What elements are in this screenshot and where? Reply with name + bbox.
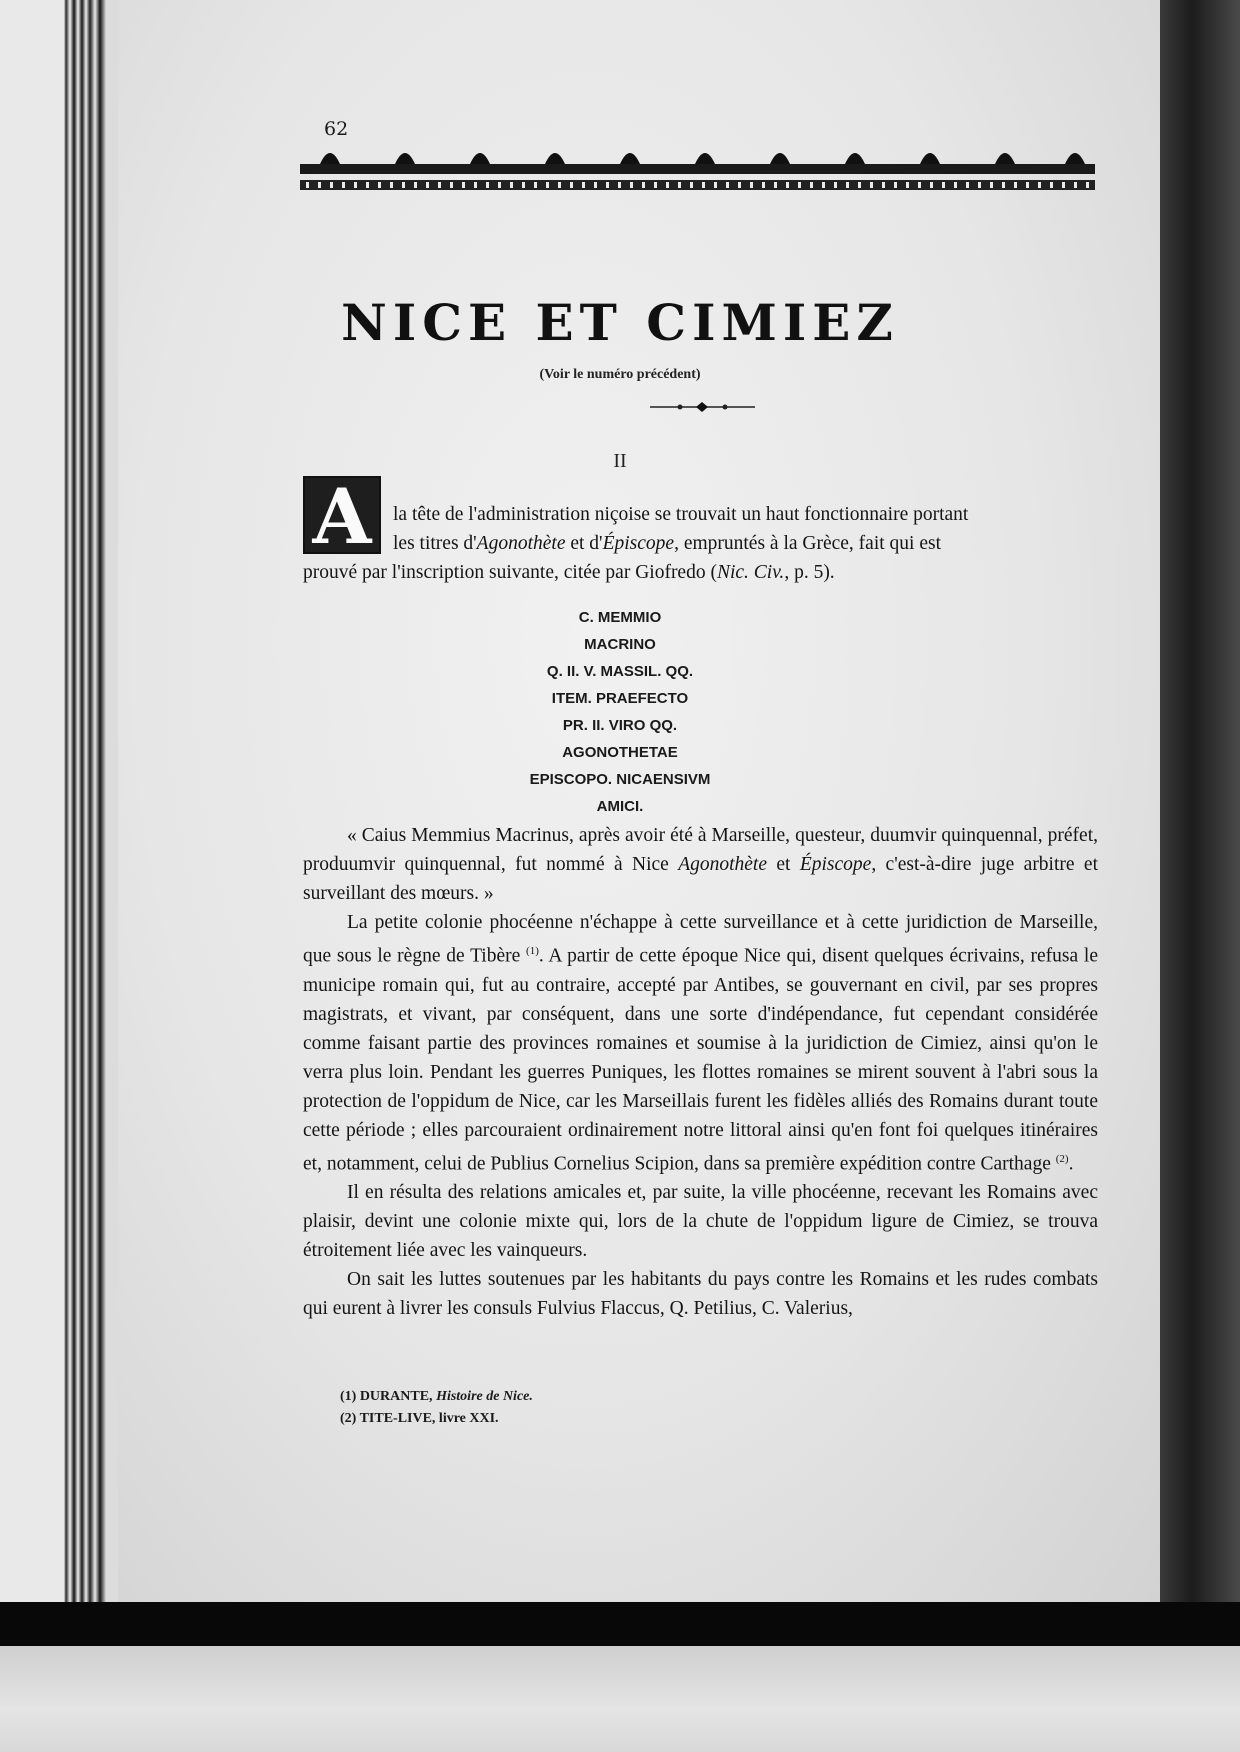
intro-line-2c: et d' <box>565 533 603 554</box>
para2-text-end: . <box>1068 1153 1074 1174</box>
intro-line-3a: prouvé par l'inscription suivante, citée par Giofredo ( <box>303 562 717 583</box>
para1-italic-agonothete: Agonothète <box>678 854 767 875</box>
footnote-ref-2: (2) <box>1055 1152 1069 1165</box>
para1-italic-episcope: Épiscope <box>799 854 872 875</box>
intro-paragraph <box>303 500 1098 587</box>
article-subtitle: (Voir le numéro précédent) <box>539 367 701 382</box>
inscription-line: EPISCOPO. NICAENSIVM <box>529 771 711 788</box>
inscription-line: MACRINO <box>584 636 656 653</box>
page-number: 62 <box>324 118 349 140</box>
footnote-1-title: Histoire de Nice. <box>436 1389 533 1404</box>
intro-line-2d: Épiscope <box>602 533 675 554</box>
drop-cap-letter: A <box>303 476 381 554</box>
ornamental-header-band <box>300 144 1095 202</box>
para1-text-end: , c'est-à-dire juge arbitre et surveillant des mœurs. » <box>303 854 1098 904</box>
footnote-1 <box>340 1386 1040 1408</box>
section-divider-ornament <box>650 400 755 414</box>
intro-line-2a: les titres d' <box>393 533 477 554</box>
body-paragraph-2 <box>303 908 1098 1178</box>
book-binding-edge <box>0 0 118 1752</box>
intro-line-2b: Agonothète <box>476 533 566 554</box>
para1-text-and: et <box>767 854 800 875</box>
intro-line-3c: , p. 5). <box>784 562 835 583</box>
inscription-line: AMICI. <box>596 798 644 815</box>
intro-line-2e: , empruntés à la Grèce, fait qui est <box>674 533 941 554</box>
para2-text-cont: . A partir de cette époque Nice qui, disent quelques écrivains, refusa le municipe romain qui, fut au contraire, accepté par Antibes, se gouvernant en civil, par ses propres magistrats, et vivant, par conséquent, dans une sorte d'indépendance, fut cependant considérée comme faisant partie des provinces romaines et soumise à la juridiction de Cimiez, ainsi qu'on le verra plus loin. Pendant les guerres Puniques, les flottes romaines se mirent souvent à l'abri sous la protection de l'oppidum de Nice, car les Marseillais furent les fidèles alliés des Romains durant toute cette période ; elles parcouraient ordinairement notre littoral ainsi qu'en font foi quelques itinéraires et, notamment, celui de Publius Cornelius Scipion, dans sa première expédition contre Carthage <box>303 945 1098 1174</box>
article-body <box>303 821 1098 1323</box>
intro-line-1: la tête de l'administration niçoise se trouvait un haut fonctionnaire portant <box>393 504 969 525</box>
footnote-ref-1: (1) <box>526 945 539 957</box>
section-number: II <box>613 450 627 472</box>
bottom-shadow-band <box>0 1602 1240 1646</box>
footnote-1-author: (1) DURANTE, <box>340 1389 437 1404</box>
scan-bottom-area <box>0 1646 1240 1752</box>
body-paragraph-3: Il en résulta des relations amicales et, par suite, la ville phocéenne, recevant les Romains avec plaisir, devint une colonie mixte qui, lors de la chute de l'oppidum ligure de Cimiez, se trouva étroitement liée avec les vainqueurs. <box>303 1182 1098 1261</box>
inscription-line: ITEM. PRAEFECTO <box>551 690 689 707</box>
body-paragraph-1 <box>303 821 1098 908</box>
intro-line-3b: Nic. Civ. <box>716 562 785 583</box>
footnotes <box>340 1386 1040 1430</box>
inscription-line: AGONOTHETAE <box>562 744 678 761</box>
article-title: NICE ET CIMIEZ <box>341 293 899 352</box>
footnote-2: (2) TITE-LIVE, livre XXI. <box>340 1411 499 1426</box>
inscription-line: Q. II. V. MASSIL. QQ. <box>546 663 694 680</box>
para2-text: La petite colonie phocéenne n'échappe à cette surveillance et à cette juridiction de Marseille, que sous le règne de Tibère <box>303 912 1098 967</box>
inscription-line: C. MEMMIO <box>578 609 662 626</box>
body-paragraph-4: On sait les luttes soutenues par les habitants du pays contre les Romains et les rudes combats qui eurent à livrer les consuls Fulvius Flaccus, Q. Petilius, C. Valerius, <box>303 1269 1098 1319</box>
para1-text: « Caius Memmius Macrinus, après avoir été à Marseille, questeur, duumvir quinquennal, préfet, produumvir quinquennal, fut nommé à Nice <box>303 825 1098 875</box>
inscription-line: PR. II. VIRO QQ. <box>562 717 678 734</box>
latin-inscription <box>0 604 1240 820</box>
